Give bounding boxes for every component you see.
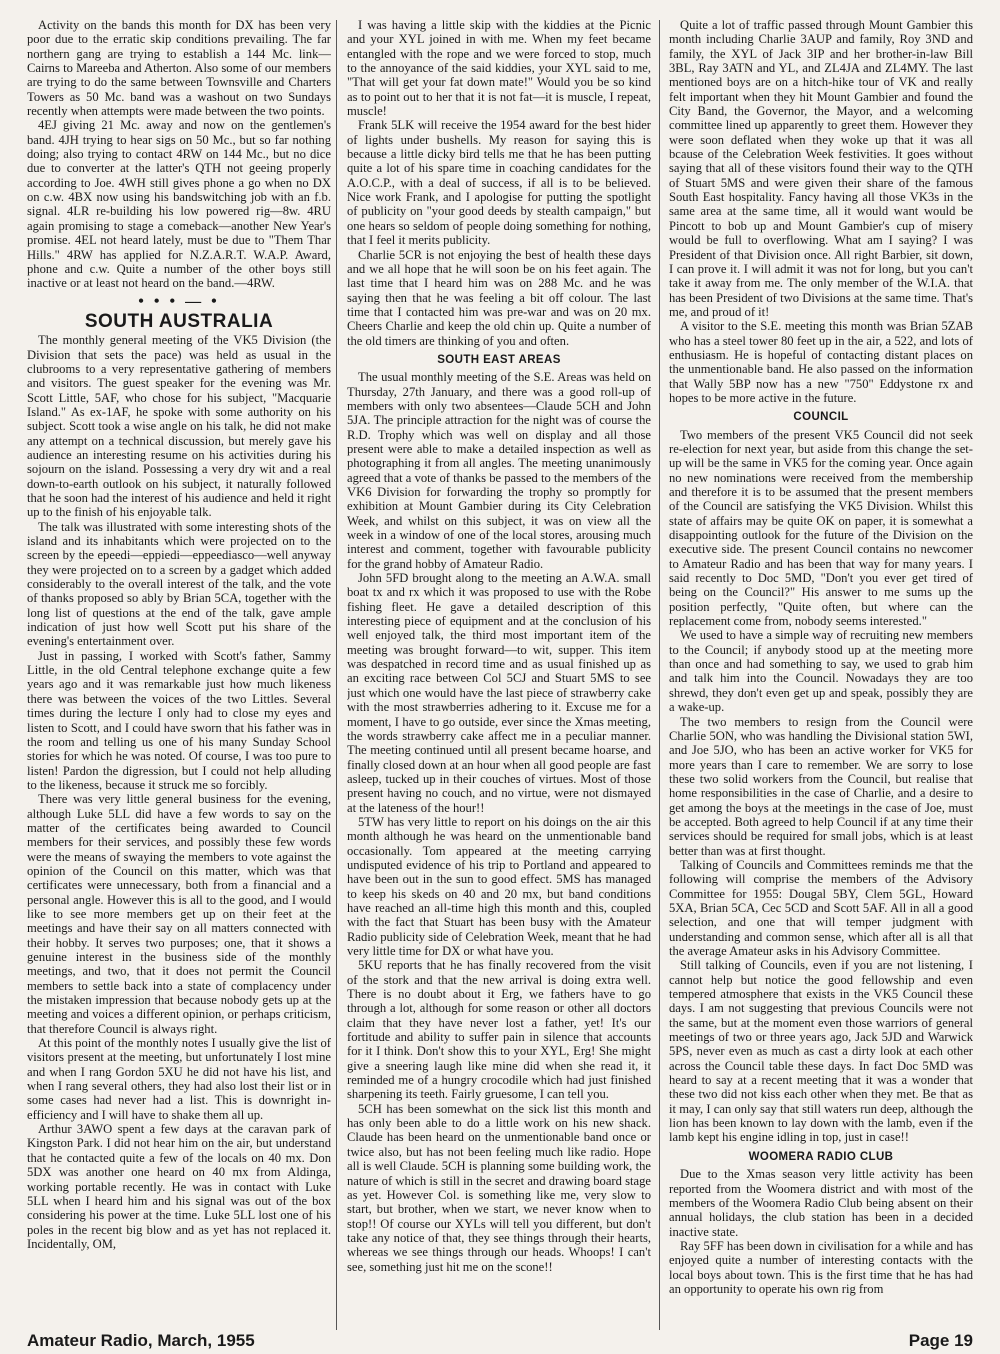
paragraph: John 5FD brought along to the meeting an A.W.A. small boat tx and rx which it was proposed to use with the Robe fishing fleet. He gave a detailed description of this interesting piece of equipment and at the conclusion of his well enjoyed talk, the third most important item of the meeting was brought forward—to wit, supper. This item was despatched in record time and as usual finished up as an exciting race between Col 5CJ and Stuart 5MS to see just which one would have the last piece of strawberry cake with the most strawberries adhering to it. Excuse me for a moment, I have to go outside, ever since the Xmas meeting, the words strawberry cake affect me in a peculiar manner. The meeting continued until all present became hoarse, and finally closed down at an hour when all good people are fast asleep, tucked up in their couches of virtues. Most of those present having no couch, and no virtue, were not dismayed at the lateness of the hour!! xyxy=(347,571,651,815)
paragraph: 5CH has been somewhat on the sick list this month and has only been able to do a little work on his new shack. Claude has been heard on the unmentionable band once or twice also, but has not been feeling much like radio. Hope all is well Claude. 5CH is planning some building work, the nature of which is still in the secret and drawing board stage as yet. However Col. is something like me, very slow to start, but brother, when we start, we never know when to stop!! Of course our XYLs will tell you different, but don't take any notice of that, they see things through their hearts, whereas we see things through our heads. Whoops! I can't see, something just hit me on the scone!! xyxy=(347,1101,651,1274)
paragraph: Frank 5LK will receive the 1954 award for the best hider of lights under bushells. My reason for saying this is because a little dicky bird tells me that he has been putting quite a lot of his spare time in coaching candidates for the A.O.C.P., with a deal of success, if all is to be believed. Nice work Frank, and I apologise for putting the spotlight of publicity on "your good deeds by stealth campaign," but one hears so seldom of people doing something for nothing, that I feel it merits publicity. xyxy=(347,118,651,248)
column-divider xyxy=(659,20,660,1330)
paragraph: We used to have a simple way of recruiting new members to the Council; if anybody stood up at the meeting more than once and had something to say, we used to grab him and talk him into the Council. Nowadays they are too shrewd, they don't even get up and speak, possibly they are a wake-up. xyxy=(669,628,973,715)
paragraph: Charlie 5CR is not enjoying the best of health these days and we all hope that he will soon be on his feet again. The last time that I heard him was on 288 Mc. and he was saying then that he was feeling a bit off colour. The last time that I contacted him was pre-war and was on 20 mx. Cheers Charlie and keep the old chin up. Quite a number of the old timers are thinking of you and often. xyxy=(347,247,651,348)
paragraph: A visitor to the S.E. meeting this month was Brian 5ZAB who has a steel tower 80 feet up in the air, a 522, and lots of enthusiasm. He is hopeful of contacting distant places on the unmentionable band. He also passed on the information that Wally 5BP now has a new "750" Eddystone rx and hopes to be more active in the future. xyxy=(669,319,973,405)
paragraph: Just in passing, I worked with Scott's father, Sammy Little, in the old Central telephone exchange quite a few years ago and it was remarkable just how much likeness there was between the voices of the two Littles. Several times during the lecture I only had to close my eyes and listen to Scott, and I could have sworn that his father was in the room and telling us one of his many Sunday School stories for which he was noted. Of course, I was too pure to listen! Pardon the digression, but I could not help alluding to the likeness, because it struck me so forcibly. xyxy=(27,648,331,792)
footer-page-number: Page 19 xyxy=(908,1331,973,1350)
paragraph: 5KU reports that he has finally recovered from the visit of the stork and that the new arrival is doing extra well. There is no doubt about it Erg, we fathers have to go through a lot, although for some reason or other all doctors claim that they have never lost a father, yet! It's our fortitude and ability to suffer pain in silence that accounts for it I think. Don't show this to your XYL, Erg! She might give a sneering laugh like mine did when she read it, it reminded me of a hungry crocodile which had just finished sharpening its teeth. Fairly gruesome, I can tell you. xyxy=(347,958,651,1102)
paragraph: I was having a little skip with the kiddies at the Picnic and your XYL joined in with me. When my feet became entangled with the rope and we were forced to stop, much to the annoyance of the said kiddies, your XYL said to me, "That will get your fat down mate!" Would you be so kind as to point out to her that it is not fat—it is muscle, I repeat, muscle! xyxy=(347,18,651,119)
paragraph: 5TW has very little to report on his doings on the air this month although he was heard on the unmentionable band occasionally. Tom appeared at the meeting carrying undisputed evidence of his trip to Portland and appeared to have been out in the sun to good effect. 5MS has managed to keep his skeds on 40 and 20 mx, but band conditions have reached an all-time high this month and this, coupled with the fact that Stuart has been busy with the Amateur Radio publicity side of Celebration Week, meant that he had very little time for DX or what have you. xyxy=(347,814,651,958)
sub-heading: SOUTH EAST AREAS xyxy=(437,353,561,366)
paragraph: The monthly general meeting of the VK5 Division (the Division that sets the pace) was held as usual in the clubrooms to a very representative gathering of members and visitors. The guest speaker for the evening was Mr. Scott Little, 5AF, who chose for his subject, "Macquarie Island." As ex-1AF, he spoke with some authority on his subject. Scott took a wise angle on his talk, he did not make any attempt on a technical discussion, but merely gave his audience an interesting resume on his activities during his sojourn on the island. Possessing a very dry wit and a real down-to-earth outlook on his subject, it naturally followed that he soon had the interest of his audience and held it right up to the finish of his enjoyable talk. xyxy=(27,333,331,520)
separator-dots: • • • — • xyxy=(138,292,220,310)
paragraph: Talking of Councils and Committees reminds me that the following will comprise the members of the Advisory Committee for 1955: Dougal 5BY, Clem 5GL, Howard 5XA, Brian 5CA, Cec 5CD and Scott 5AF. All in all a good selection, and one that will temper judgment with understanding and common sense, which after all is all that the average Amateur asks in his Advisory Committee. xyxy=(669,857,973,958)
paragraph: Two members of the present VK5 Council did not seek re-election for next year, but aside from this change the set-up will be the same in VK5 for the coming year. Once again no new nominations were received from the membership and therefore it is to be assumed that the present members of the Council are satisfying the VK5 Division. Whilst this state of affairs may be quite OK on paper, it is somewhat a disappointing outlook for the future of the Division on the executive side. The present Council contains no newcomer to Amateur Radio and has been that way for many years. I said recently to Doc 5MD, "Don't you ever get tired of being on the Council?" His answer to me sums up the position perfectly, "Quite often, but where can the replacement come from, nobody seems interested." xyxy=(669,427,973,629)
paragraph: The usual monthly meeting of the S.E. Areas was held on Thursday, 27th January, and there was a good roll-up of members with only two absentees—Claude 5CH and John 5JA. The principle attraction for the night was of course the R.D. Trophy which was well on display and all those present were able to make a detailed inspection as well as photographing it from all angles. The meeting unanimously agreed that a vote of thanks be passed to the members of the VK6 Division for forwarding the trophy so promptly for exhibition at Mount Gambier during its City Celebration Week, and whilst on this subject, it was on view all the week in a window of one of the local stores, arousing much interest and comment, together with favourable publicity for the grand hobby of Amateur Radio. xyxy=(347,370,651,571)
column-divider xyxy=(336,20,337,1330)
paragraph: Due to the Xmas season very little activity has been reported from the Woomera district and with most of the members of the Woomera Radio Club being absent on their annual holidays, the club station has been in a decided inactive state. xyxy=(669,1167,973,1239)
sub-heading: COUNCIL xyxy=(793,411,849,424)
paragraph: Quite a lot of traffic passed through Mount Gambier this month including Charlie 3AUP and family, Roy 3ND and family, the XYL of Jack 3IP and her brother-in-law Bill 3BL, Ray 3ATN and YL, and ZL4JA and ZL4MY. The last mentioned boys are on a hitch-hike tour of VK and really felt important when they hit Mount Gambier and found the City Band, the Governor, the Mayor, and a welcoming committee lined up apparently to greet them. However they were soon deflated when they woke up that it was all bcause of the Celebration Week festivities. It goes without saying that all of these visitors found their way to the QTH of Stuart 5MS and were given their share of the famous South East hospitality. Fancy having all those VK3s in the same area at the same time, all it would want would be Pincott to bob up and Mount Gambier's cup of misery would be full to overflowing. What am I saying? I was President of that Division once. All right Barbier, sit down, I can prove it. I will admit it was not for long, but you can't take it away from me. The only member of the W.I.A. that has been President of two Divisions at the same time. That's me, and proud of it! xyxy=(669,18,973,319)
paragraph: The talk was illustrated with some interesting shots of the island and its inhabitants which were projected on to the screen by the epeedi—eppiedi—eppeediasco—well anyway they were projected on to a screen by a gadget which added considerably to the overall interest of the talk, and the vote of thanks proposed so ably by Brian 5CA, together with the long list of questions at the end of the talk, gave ample indication of just how well Scott put his share of the evening's entertainment over. xyxy=(27,519,331,649)
paragraph: The two members to resign from the Council were Charlie 5ON, who was handling the Divisional station 5WI, and Joe 5JO, who has been an active worker for VK5 for more years than I care to remember. We are sorry to lose these two solid workers from the Council, but realise that home responsibilities in the case of Charlie, and a desire to get among the boys at the meetings in the case of Joe, must be accepted. Both agreed to help Council if at any time their services should be required for small jobs, which is at least better than was at first thought. xyxy=(669,714,973,858)
paragraph: Still talking of Councils, even if you are not listening, I cannot help but notice the good fellowship and even tempered atmosphere that exists in the VK5 Council these days. I am not suggesting that previous Councils were not the same, but at the moment even those warriors of general meetings of two or three years ago, Jack 5JD and Warwick 5PS, never even as much as cast a dirty look at each other across the Council table these days. In fact Doc 5MD was heard to say at a recent meeting that it was a wonder that these two did not kiss each other when they met. Be that as it may, I can only say that still waters run deep, although the lion has been known to lay down with the lamb, even if the lamb kept his engine idling in top, just in case!! xyxy=(669,958,973,1145)
paragraph: Activity on the bands this month for DX has been very poor due to the erratic skip conditions prevailing. The far northern gang are trying to establish a 144 Mc. link—Cairns to Mareeba and Atherton. Also some of our members are trying to do the same between Townsville and Charters Towers as 50 Mc. band was a washout on two Sundays recently when attempts were made between the two points. xyxy=(27,18,331,119)
column-2 xyxy=(347,18,651,1330)
column-3 xyxy=(669,18,973,1330)
section-heading: SOUTH AUSTRALIA xyxy=(84,310,274,332)
paragraph: 4EJ giving 21 Mc. away and now on the gentlemen's band. 4JH trying to hear sigs on 50 Mc., but so far nothing doing; also trying to contact 4RW on 144 Mc., but no dice due to converter at the latter's QTH not geeing properly according to Joe. 4WH still gives phone a go when no DX on c.w. 4BX now using his bandswitching job with an f.b. signal. 4LR re-building his low powered rig—8w. 4RU again promising to stage a comeback—another New Year's promise. 4EL not heard lately, must be due to "Them Thar Hills." 4RW has applied for N.Z.A.R.T. W.A.P. Award, phone and c.w. Quite a number of the other boys still inactive or at least not heard on the band.—4RW. xyxy=(27,118,331,291)
paragraph: Ray 5FF has been down in civilisation for a while and has enjoyed quite a number of interesting contacts with the local boys about town. This is the first time that he has had an opportunity to operate his own rig from xyxy=(669,1238,973,1296)
sub-heading: WOOMERA RADIO CLUB xyxy=(748,1150,894,1163)
paragraph: Arthur 3AWO spent a few days at the caravan park of Kingston Park. I did not hear him on the air, but understand that he contacted quite a few of the locals on 40 mx. Don 5DX was another one heard on 40 mx from Aldinga, working portable recently. He was in contact with Luke 5LL when I heard him and his signal was out of the box considering his power at the time. Luke 5LL lost one of his poles in the recent big blow and as yet has not replaced it. Incidentally, OM, xyxy=(27,1122,331,1251)
footer-publication: Amateur Radio, March, 1955 xyxy=(27,1331,255,1350)
paragraph: There was very little general business for the evening, although Luke 5LL did have a few words to say on the matter of the certificates being awarded to Council members for their services, and possibly these few words were the means of swaying the members to vote against the opinion of the Council on this matter, which was that certificates were unnecessary, both from a financial and a personal angle. However this is all to the good, and I would like to see more members get up on their feet at the meetings and have their say on all matters connected with their hobby. It serves two purposes; one, that it shows a genuine interest in the business side of the monthly meetings, and two, that it does not permit the Council members to settle back into a state of complacency under the mistaken impression that because nobody gets up at the meeting and voices a different opinion, or perhaps criticism, that therefore Council is always right. xyxy=(27,792,331,1036)
paragraph: At this point of the monthly notes I usually give the list of visitors present at the meeting, but unfortunately I lost mine and when I rang Gordon 5XU he did not have his list, and when I rang several others, they had also lost their list or in some cases had never had a list. This is downright in-efficiency and I will have to shake them all up. xyxy=(27,1036,331,1122)
column-1 xyxy=(27,18,331,1330)
